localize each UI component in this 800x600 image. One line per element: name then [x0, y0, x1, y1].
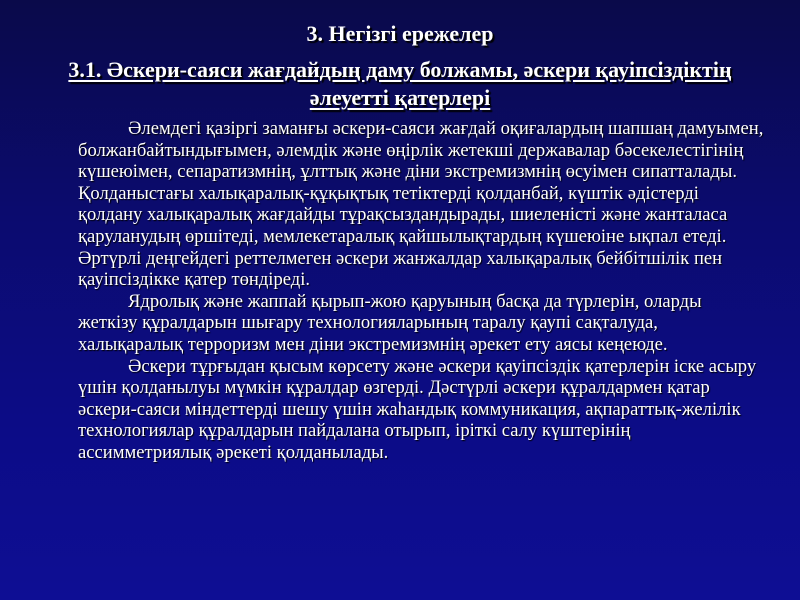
slide-title: 3. Негізгі ережелер [306, 21, 494, 46]
paragraph-2: Ядролық және жаппай қырып-жою қаруының басқа да түрлерін, оларды жеткізу құралдарын шығару технологияларының таралу қаупі сақталуда, халықаралық терроризм мен діни экстремизмнің әрекет ету аясы кеңеюде. [78, 290, 702, 355]
paragraph-3: Әскери тұрғыдан қысым көрсету және әскери қауіпсіздік қатерлерін іске асыру үшін қолданылуы мүмкін құралдар өзгерді. Дәстүрлі әскери құралдармен қатар әскери-саяси міндеттерді шешу үшін жаһандық коммуникация, ақпараттық-желілік технологиялар құралдарын пайдалана отырып, іріткі салу күштерінің ассимметриялық әрекеті қолданылады. [78, 355, 757, 463]
slide-body [78, 118, 764, 464]
slide-subtitle: 3.1. Әскери-саяси жағдайдың даму болжамы, әскери қауіпсіздіктің әлеуетті қатерлері [68, 57, 732, 110]
paragraph-1: Әлемдегі қазіргі заманғы әскери-саяси жағдай оқиғалардың шапшаң дамуымен, болжанбайтындығымен, әлемдік және өңірлік жетекші державалар бәсекелестігінің күшеюімен, сепаратизмнің, ұлттық және діни экстремизмнің өсуімен сипатталады. Қолданыстағы халықаралық-құқықтық тетіктерді қолданбай, күштік әдістерді қолдану халықаралық жағдайды тұрақсыздандырады, шиеленісті және жанталаса қаруланудың өршітеді, мемлекетаралық қайшылықтардың күшеюіне ықпал етеді. Әртүрлі деңгейдегі реттелмеген әскери жанжалдар халықаралық бейбітшілік пен қауіпсіздікке қатер төндіреді. [78, 118, 764, 291]
